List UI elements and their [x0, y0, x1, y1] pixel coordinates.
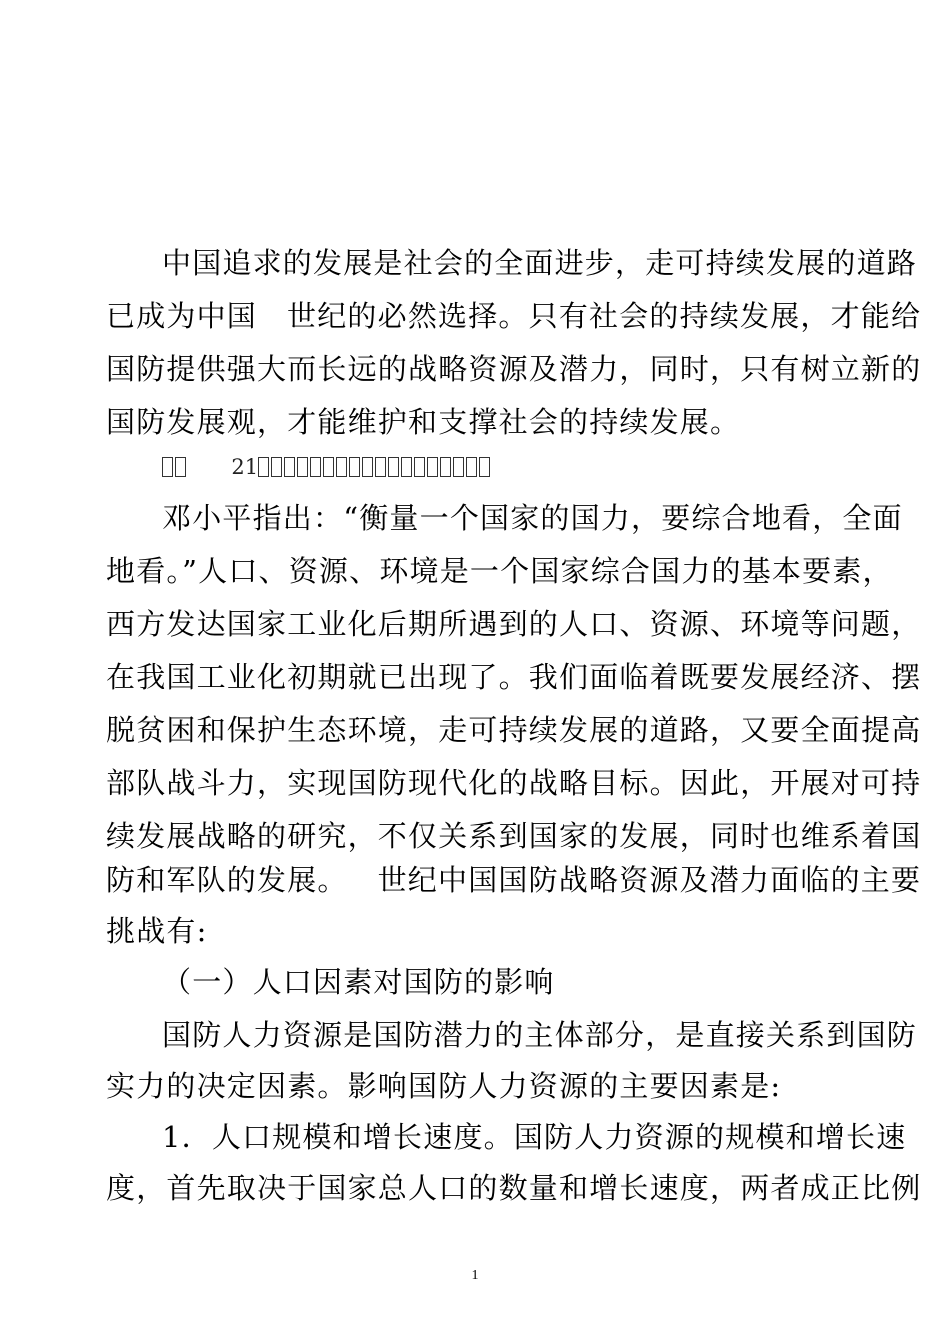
paragraph-2-line-8-part-b: 世纪中国国防战略资源及潜力面临的主要 — [377, 863, 922, 897]
paragraph-1-line-2-part-a: 已成为中国 — [106, 299, 258, 333]
paragraph-2-line-8-part-a: 防和军队的发展。 — [106, 863, 348, 897]
paragraph-4-line-2: 度，首先取决于国家总人口的数量和增长速度，两者成正比例 — [106, 1171, 922, 1205]
garbled-heading — [162, 452, 492, 482]
paragraph-1-line-2-part-b: 世纪的必然选择。只有社会的持续发展，才能给 — [287, 299, 922, 333]
page-number: 1 — [471, 1268, 479, 1283]
paragraph-2-line-9: 挑战有: — [106, 914, 208, 948]
paragraph-1-line-4: 国防发展观，才能维护和支撑社会的持续发展。 — [106, 405, 741, 439]
paragraph-2-line-5: 脱贫困和保护生态环境，走可持续发展的道路，又要全面提高 — [106, 713, 922, 747]
heading-number: 21 — [231, 455, 259, 479]
paragraph-2-line-7: 续发展战略的研究，不仅关系到国家的发展，同时也维系着国 — [106, 819, 922, 853]
paragraph-2-line-1: 邓小平指出：“衡量一个国家的国力，要综合地看，全面 — [162, 501, 903, 535]
paragraph-2-line-2: 地看。”人口、资源、环境是一个国家综合国力的基本要素， — [106, 554, 893, 588]
paragraph-2-line-4: 在我国工业化初期就已出现了。我们面临着既要发展经济、摆 — [106, 660, 922, 694]
paragraph-1-line-2 — [106, 296, 921, 336]
paragraph-2-line-6: 部队战斗力，实现国防现代化的战略目标。因此，开展对可持 — [106, 766, 922, 800]
paragraph-2-line-8 — [106, 860, 921, 900]
missing-glyph-boxes-trail — [258, 452, 492, 482]
paragraph-3-line-2: 实力的决定因素。影响国防人力资源的主要因素是: — [106, 1069, 782, 1103]
paragraph-1-line-3: 国防提供强大而长远的战略资源及潜力，同时，只有树立新的 — [106, 352, 922, 386]
paragraph-3-line-1: 国防人力资源是国防潜力的主体部分，是直接关系到国防 — [162, 1018, 918, 1052]
paragraph-1-line-1: 中国追求的发展是社会的全面进步，走可持续发展的道路 — [162, 246, 918, 280]
missing-glyph-boxes-lead — [162, 452, 188, 482]
paragraph-4-line-1: 1．人口规模和增长速度。国防人力资源的规模和增长速 — [162, 1120, 907, 1154]
section-title: （一）人口因素对国防的影响 — [162, 965, 555, 999]
paragraph-2-line-3: 西方发达国家工业化后期所遇到的人口、资源、环境等问题， — [106, 607, 922, 641]
